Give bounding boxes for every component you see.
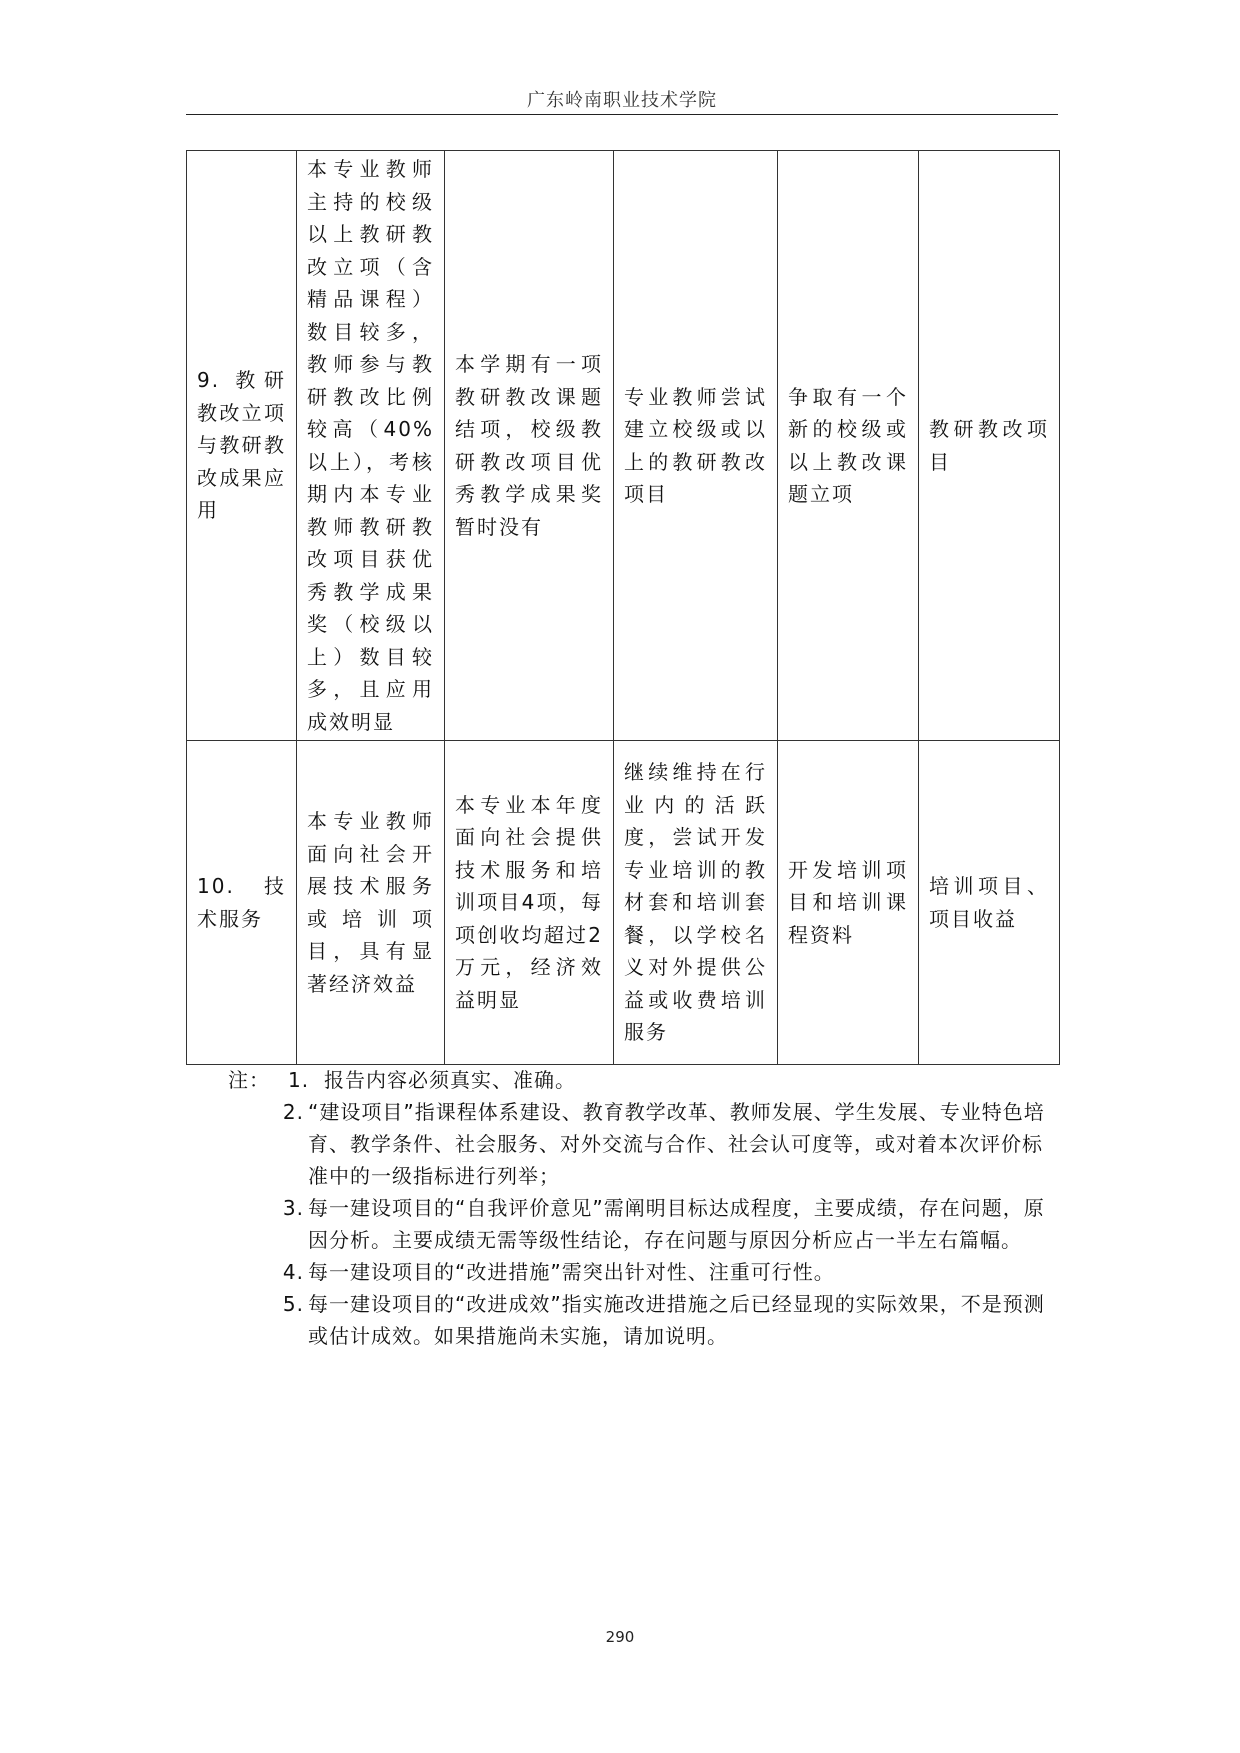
evidence-cell: 培训项目、项目收益	[919, 741, 1060, 1065]
notes-section	[228, 1064, 1058, 1352]
note-text: 报告内容必须真实、准确。	[324, 1068, 576, 1092]
note-number: 1.	[288, 1068, 310, 1092]
note-item	[268, 1192, 1058, 1256]
measures-cell: 专业教师尝试建立校级或以上的教研教改项目	[614, 151, 778, 741]
note-text: 每一建设项目的“改进措施”需突出针对性、注重可行性。	[308, 1260, 835, 1284]
standard-cell: 本专业教师主持的校级以上教研教改立项（含精品课程）数目较多，教师参与教研教改比例较高（40%以上），考核期内本专业教师教研教改项目获优秀教学成果奖（校级以上）数目较多，且应用成效明显	[297, 151, 445, 741]
page-number: 290	[605, 1628, 635, 1646]
note-text: “建设项目”指课程体系建设、教育教学改革、教师发展、学生发展、专业特色培育、教学条件、社会服务、对外交流与合作、社会认可度等，或对着本次评价标准中的一级指标进行列举；	[308, 1100, 1045, 1188]
self-eval-cell: 本学期有一项教研教改课题结项，校级教研教改项目优秀教学成果奖暂时没有	[445, 151, 614, 741]
page-header-title: 广东岭南职业技术学院	[527, 90, 717, 111]
result-cell: 争取有一个新的校级或以上教改课题立项	[778, 151, 919, 741]
note-item	[268, 1288, 1058, 1352]
note-number: 3.	[282, 1196, 304, 1220]
header-divider	[186, 114, 1058, 115]
evidence-cell: 教研教改项目	[919, 151, 1060, 741]
item-cell: 9. 教研教改立项与教研教改成果应用	[187, 151, 297, 741]
note-item	[268, 1256, 1058, 1288]
note-text: 每一建设项目的“改进成效”指实施改进措施之后已经显现的实际效果，不是预测或估计成效。如果措施尚未实施，请加说明。	[308, 1292, 1045, 1348]
note-item	[228, 1064, 1058, 1096]
standard-cell: 本专业教师面向社会开展技术服务或培训项目，具有显著经济效益	[297, 741, 445, 1065]
self-eval-cell: 本专业本年度面向社会提供技术服务和培训项目4项，每项创收均超过2万元，经济效益明显	[445, 741, 614, 1065]
evaluation-table	[186, 150, 1060, 1065]
measures-cell: 继续维持在行业内的活跃度，尝试开发专业培训的教材套和培训套餐，以学校名义对外提供公益或收费培训服务	[614, 741, 778, 1065]
notes-lead: 注：	[228, 1068, 270, 1092]
note-text: 每一建设项目的“自我评价意见”需阐明目标达成程度，主要成绩，存在问题，原因分析。主要成绩无需等级性结论，存在问题与原因分析应占一半左右篇幅。	[308, 1196, 1045, 1252]
item-cell: 10. 技术服务	[187, 741, 297, 1065]
table-row	[187, 151, 1060, 741]
note-item	[268, 1096, 1058, 1192]
note-number: 2.	[282, 1100, 304, 1124]
result-cell: 开发培训项目和培训课程资料	[778, 741, 919, 1065]
note-number: 5.	[282, 1292, 304, 1316]
table-row	[187, 741, 1060, 1065]
note-number: 4.	[282, 1260, 304, 1284]
